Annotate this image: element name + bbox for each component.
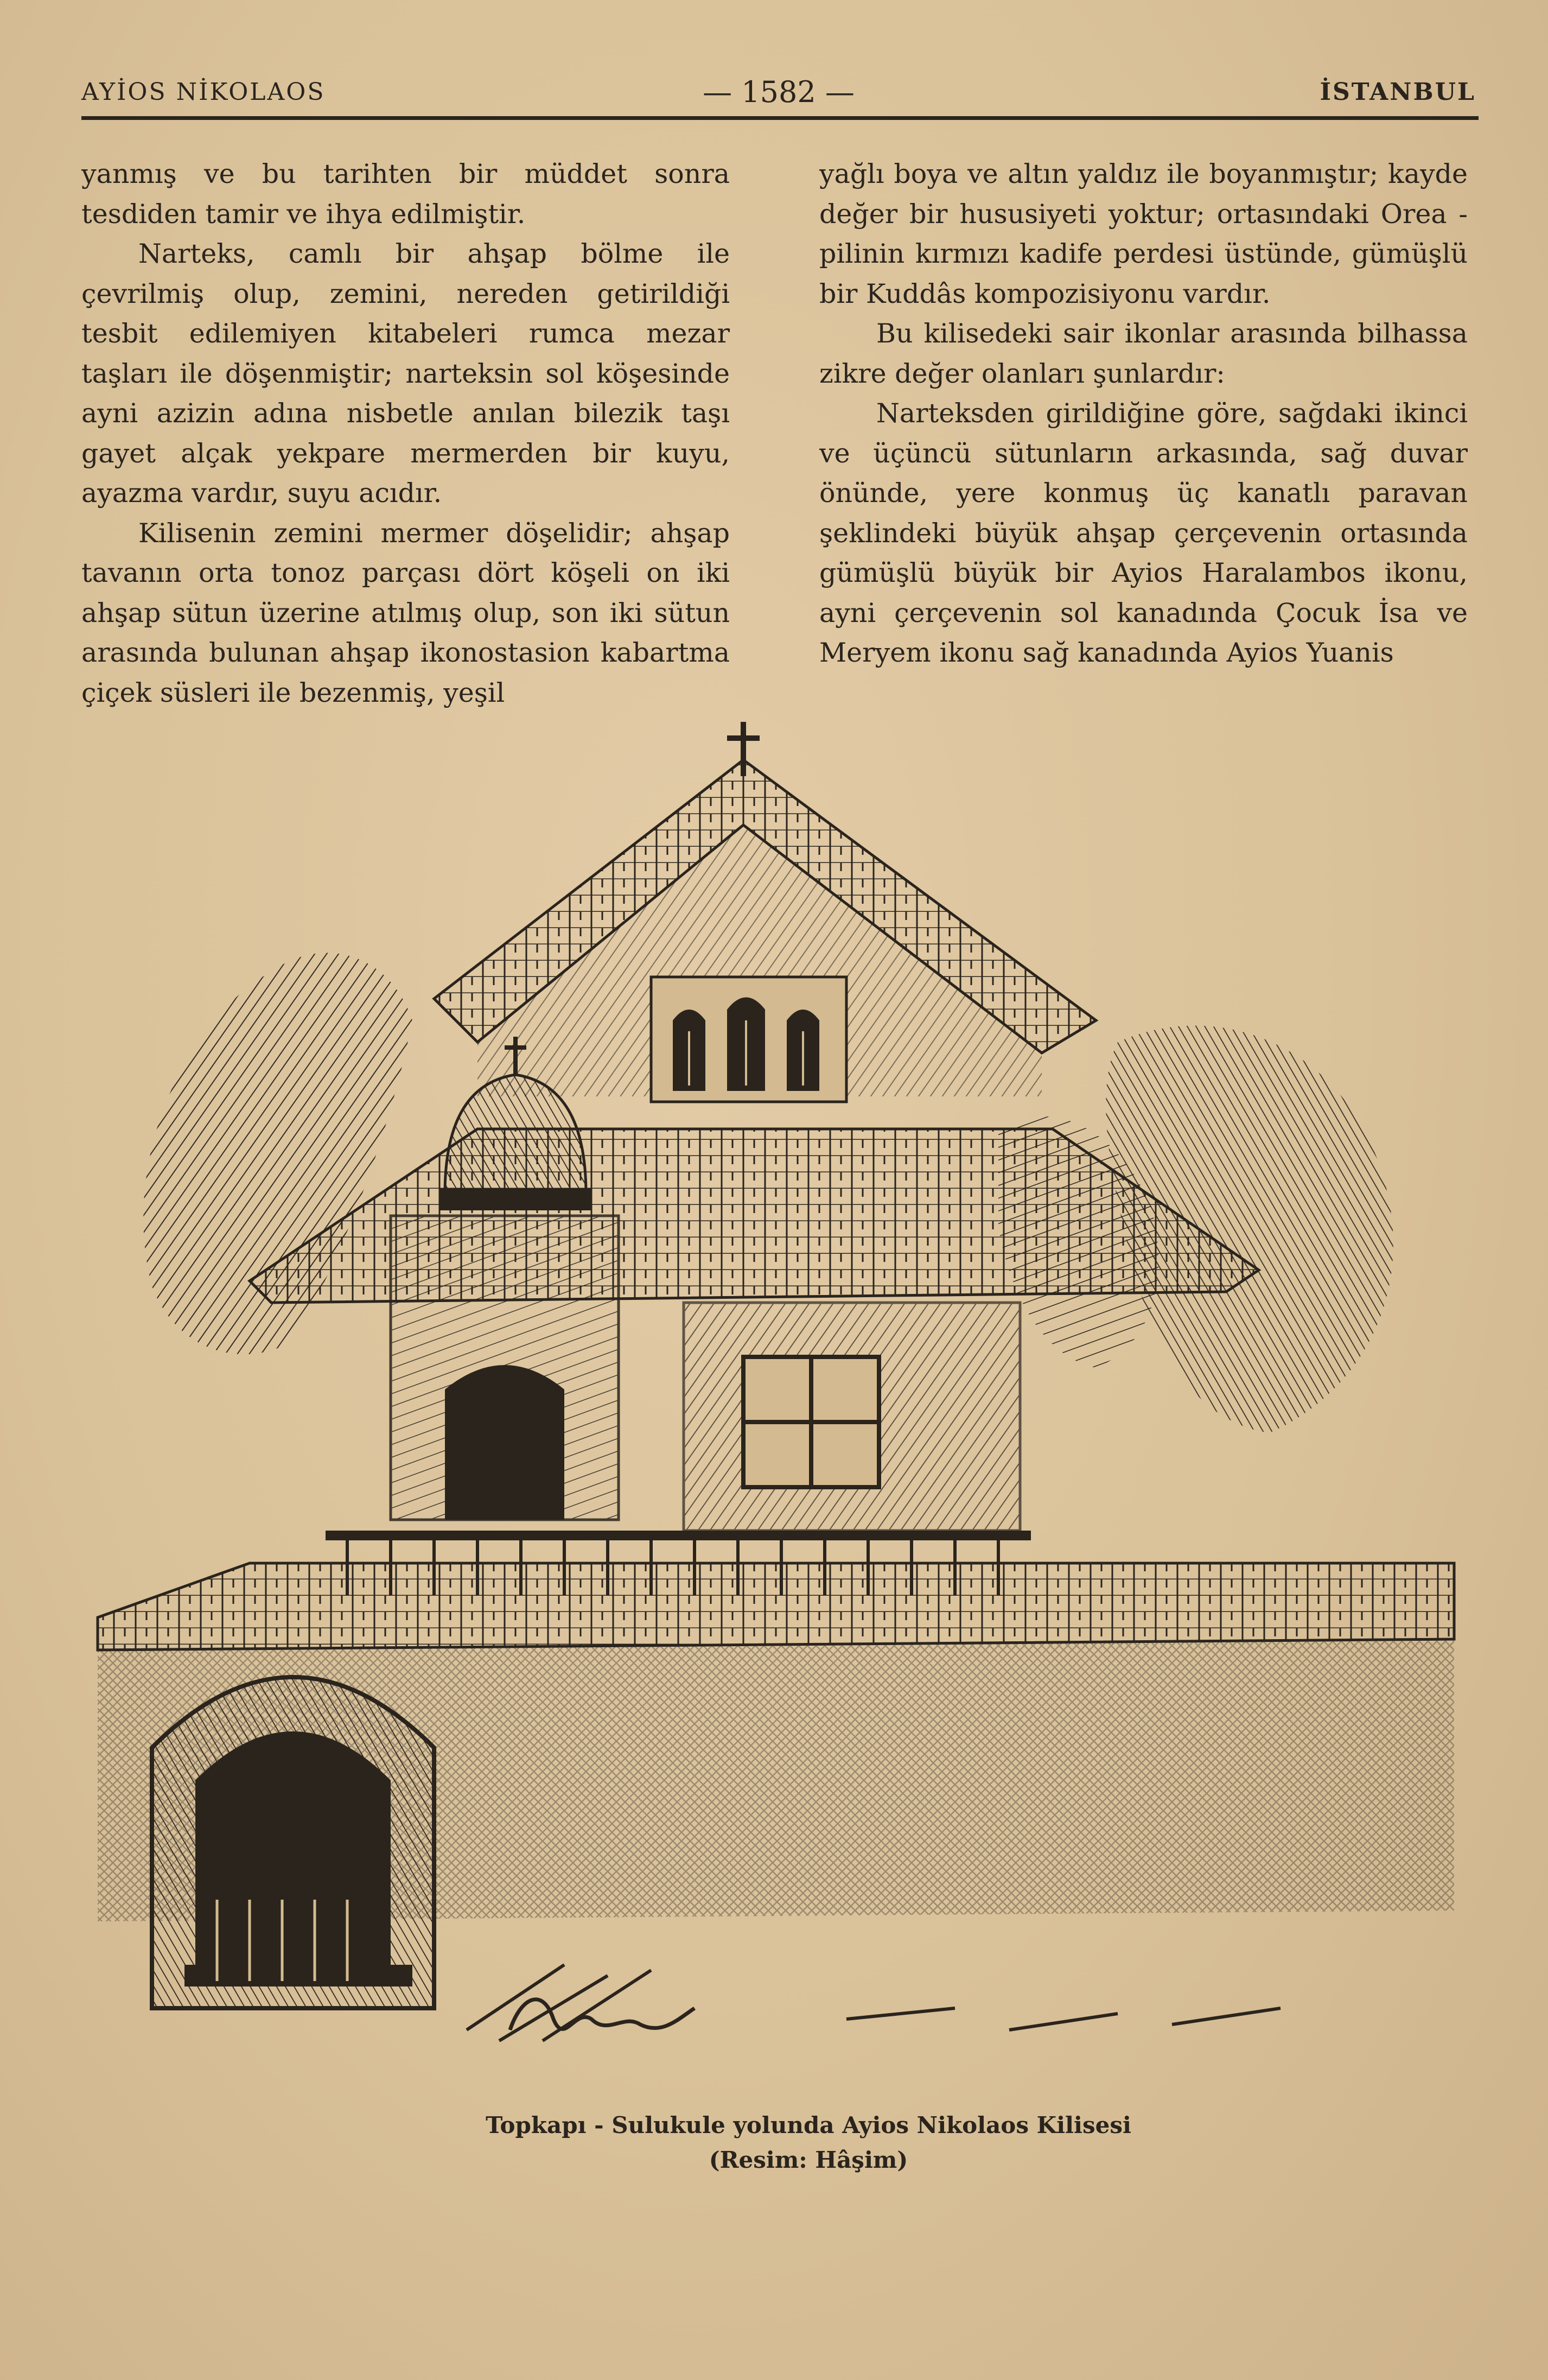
header-book-title: İSTANBUL	[1320, 78, 1476, 106]
caption-credit: (Resim: Hâşim)	[709, 2147, 908, 2173]
header-rule	[81, 116, 1479, 120]
running-header	[81, 71, 1476, 109]
header-section-title: AYİOS NİKOLAOS	[81, 78, 326, 106]
paragraph: Narteksden girildiğine göre, sağdaki ikinci ve üçüncü sütunların arkasında, sağ duvar önünde, yere konmuş üç kanatlı paravan şeklindeki büyük ahşap çerçevenin ortasında gümüşlü büyük bir Ayios Haralambos ikonu, ayni çerçevenin sol kanadında Çocuk İsa ve Meryem ikonu sağ kanadında Ayios Yuanis	[819, 398, 1468, 668]
paragraph: Narteks, camlı bir ahşap bölme ile çevrilmiş olup, zemini, nereden getirildiği tesbit edilemiyen kitabeleri rumca mezar taşları ile döşenmiştir; narteksin sol köşesinde ayni azizin adına nisbetle anılan bilezik taşı gayet alçak yekpare mermerden bir kuyu, ayazma vardır, suyu acıdır.	[81, 238, 730, 509]
right-column	[819, 154, 1468, 673]
figure-caption	[477, 2108, 1139, 2178]
caption-title: Topkapı - Sulukule yolunda Ayios Nikolaos Kilisesi	[486, 2112, 1131, 2138]
paragraph: yanmış ve bu tarihten bir müddet sonra tesdiden tamir ve ihya edilmiştir.	[81, 158, 730, 230]
paragraph: yağlı boya ve altın yaldız ile boyanmıştır; kayde değer bir hususiyeti yoktur; ortasındaki Orea - pilinin kırmızı kadife perdesi üstünde, gümüşlü bir Kuddâs kompozisiyonu vardır.	[819, 158, 1468, 309]
paragraph: Kilisenin zemini mermer döşelidir; ahşap tavanın orta tonoz parçası dört köşeli on iki ahşap sütun üzerine atılmış olup, son iki sütun arasında bulunan ahşap ikonostasion kabartma çiçek süsleri ile bezenmiş, yeşil	[81, 517, 730, 708]
paragraph: Bu kilisedeki sair ikonlar arasında bilhassa zikre değer olanları şunlardır:	[819, 318, 1468, 389]
church-illustration	[87, 716, 1476, 2073]
left-column	[81, 154, 730, 713]
page-number: — 1582 —	[703, 75, 855, 109]
